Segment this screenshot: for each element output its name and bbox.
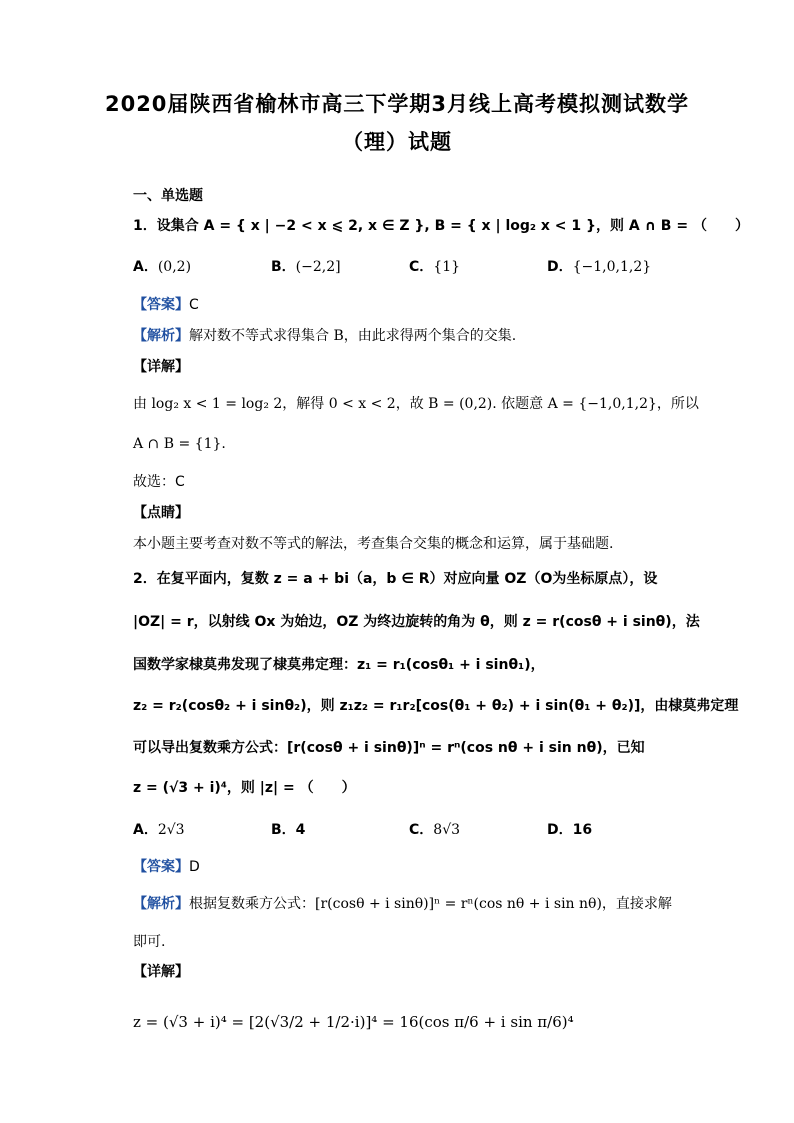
q1-detail-line-2: A ∩ B = {1}. <box>133 436 226 452</box>
analysis-text: 解对数不等式求得集合 B，由此求得两个集合的交集. <box>189 328 517 344</box>
option-label: A． <box>133 259 158 275</box>
option-text: (0,2) <box>157 259 192 275</box>
q1-option-c[interactable] <box>409 257 460 277</box>
option-text: {−1,0,1,2} <box>572 259 652 275</box>
option-label: A． <box>133 822 158 838</box>
q2-line-3: 国数学家棣莫弗发现了棣莫弗定理：z₁ = r₁(cosθ₁ + i sinθ₁)， <box>133 657 545 673</box>
q1-stem: 1．设集合 A = { x | −2 < x ⩽ 2, x ∈ Z }, B = { x | log₂ x < 1 }，则 A ∩ B = （ ） <box>133 218 749 234</box>
q2-line-4: z₂ = r₂(cosθ₂ + i sinθ₂)，则 z₁z₂ = r₁r₂[cos(θ₁ + θ₂) + i sin(θ₁ + θ₂)]，由棣莫弗定理 <box>133 698 739 714</box>
q1-answer <box>133 295 733 315</box>
q1-detail-line-1: 由 log₂ x < 1 = log₂ 2，解得 0 < x < 2，故 B = (0,2). 依题意 A = {−1,0,1,2}，所以 <box>133 396 699 412</box>
option-label: B． <box>271 822 296 838</box>
q1-detail-tag: 【详解】 <box>133 359 189 375</box>
q1-option-b[interactable] <box>271 257 341 277</box>
answer-tag: 【答案】 <box>133 859 189 875</box>
title-line-2: （理）试题 <box>342 130 452 154</box>
q1-choose: 故选：C <box>133 474 185 490</box>
answer-tag: 【答案】 <box>133 297 189 313</box>
q2-option-d[interactable] <box>547 820 592 840</box>
analysis-tag: 【解析】 <box>133 896 189 912</box>
q1-option-a[interactable] <box>133 257 191 277</box>
option-label: C． <box>409 259 434 275</box>
q1-analysis <box>133 326 733 346</box>
q2-line-1: 2．在复平面内，复数 z = a + bi（a，b ∈ R）对应向量 OZ（O为坐标原点），设 <box>133 571 658 587</box>
option-text: {1} <box>433 259 461 275</box>
answer-value: D <box>189 859 200 875</box>
q1-option-d[interactable] <box>547 257 651 277</box>
analysis-tag: 【解析】 <box>133 328 189 344</box>
q2-option-c[interactable] <box>409 820 460 840</box>
option-text: 8√3 <box>433 822 461 838</box>
q2-analysis-line-1 <box>133 894 733 914</box>
option-text: 2√3 <box>157 822 185 838</box>
option-label: B． <box>271 259 296 275</box>
option-text: 4 <box>295 822 306 838</box>
option-label: C． <box>409 822 434 838</box>
q2-answer <box>133 857 733 877</box>
answer-value: C <box>189 297 199 313</box>
q2-analysis-line-2: 即可. <box>133 934 166 950</box>
q2-detail-tag: 【详解】 <box>133 964 189 980</box>
option-label: D． <box>547 822 573 838</box>
q2-option-b[interactable] <box>271 820 305 840</box>
q2-line-6: z = (√3 + i)⁴，则 |z| = （ ） <box>133 780 356 796</box>
q2-option-a[interactable] <box>133 820 185 840</box>
section-heading: 一、单选题 <box>133 188 203 204</box>
option-text: (−2,2] <box>295 259 341 275</box>
q1-comment: 本小题主要考查对数不等式的解法，考查集合交集的概念和运算，属于基础题. <box>133 536 614 552</box>
q1-comment-tag: 【点睛】 <box>133 505 189 521</box>
title-line-1: 2020届陕西省榆林市高三下学期3月线上高考模拟测试数学 <box>104 92 690 116</box>
q2-line-2: |OZ| = r，以射线 Ox 为始边，OZ 为终边旋转的角为 θ，则 z = r(cosθ + i sinθ)，法 <box>133 614 700 630</box>
q2-detail-line-1: z = (√3 + i)⁴ = [2(√3/2 + 1/2·i)]⁴ = 16(cos π/6 + i sin π/6)⁴ <box>133 1013 574 1031</box>
option-label: D． <box>547 259 573 275</box>
analysis-text: 根据复数乘方公式：[r(cosθ + i sinθ)]ⁿ = rⁿ(cos nθ + i sin nθ)，直接求解 <box>189 896 672 912</box>
option-text: 16 <box>572 822 593 838</box>
q2-line-5: 可以导出复数乘方公式：[r(cosθ + i sinθ)]ⁿ = rⁿ(cos nθ + i sin nθ)，已知 <box>133 740 645 756</box>
